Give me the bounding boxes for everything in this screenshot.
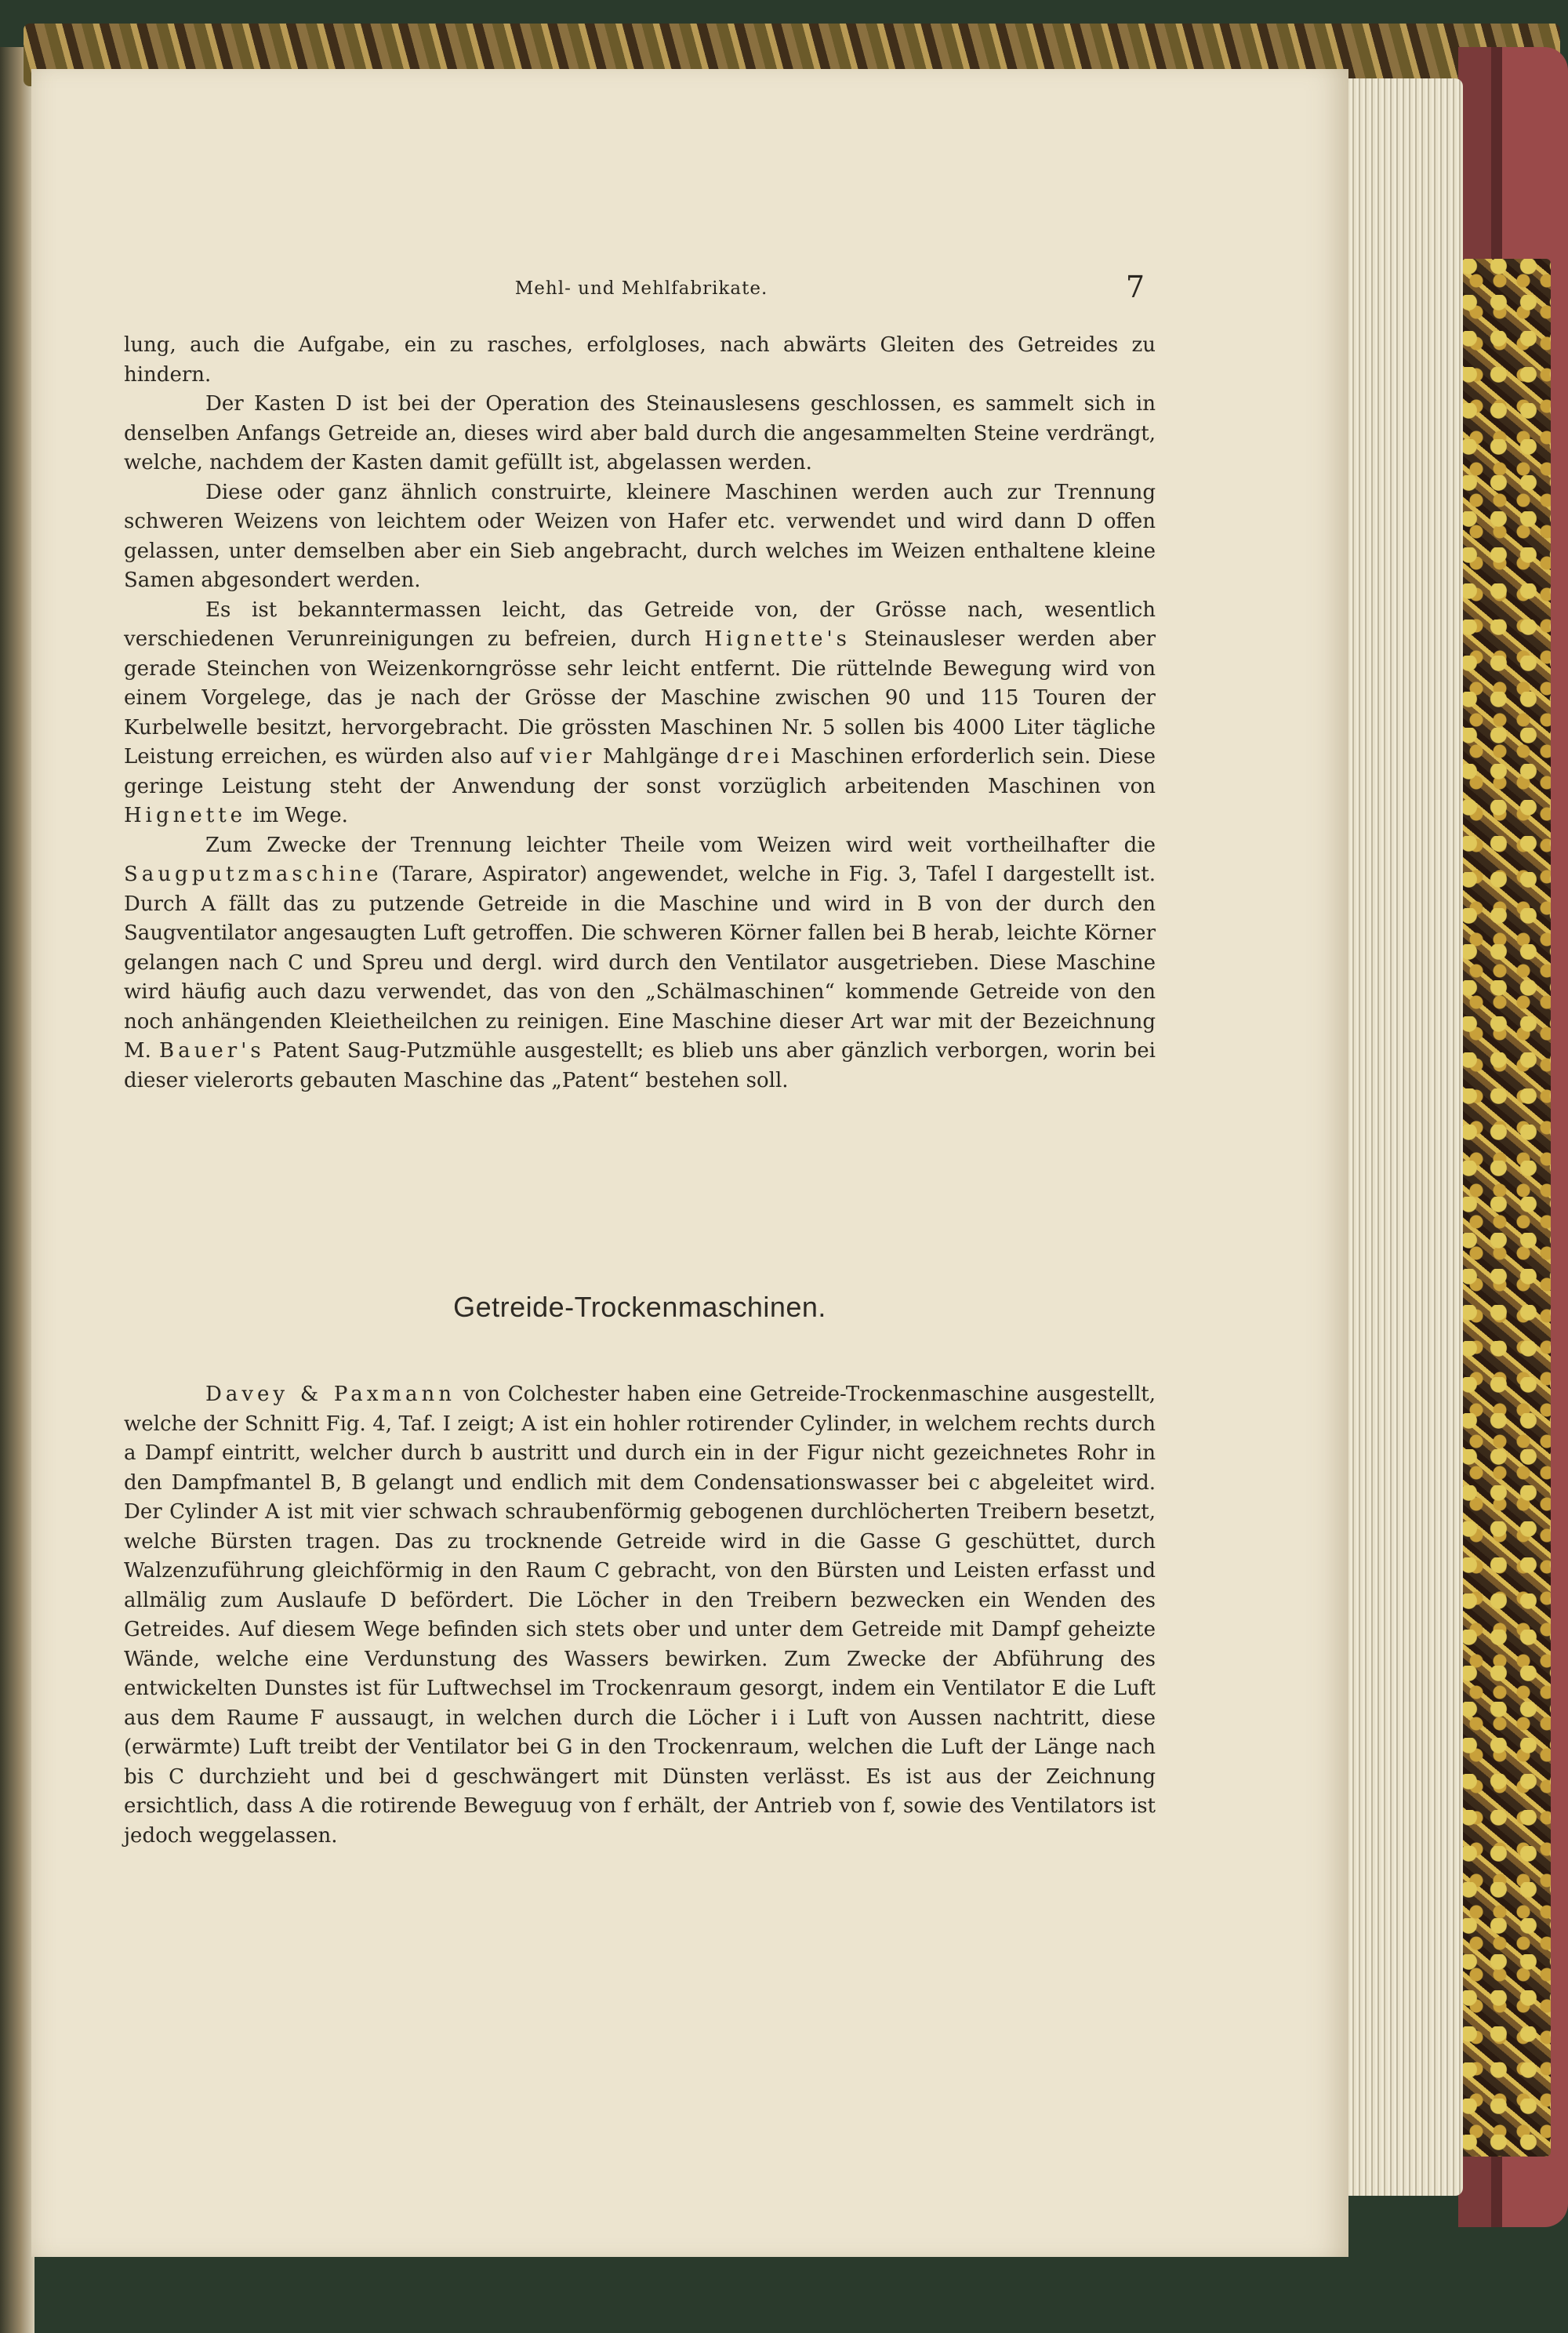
spaced-word: drei bbox=[726, 745, 784, 769]
book-spine-left bbox=[0, 47, 34, 2333]
text-run: Zum Zwecke der Trennung leichter Theile vom Weizen wird weit vortheilhafter die bbox=[205, 833, 1156, 857]
text-block-upper bbox=[124, 331, 1156, 1096]
text-run: im Wege. bbox=[246, 804, 348, 827]
text-run: Maschinen erforderlich sein. Diese geringe Leistung steht der Anwendung der sonst vorzüglich arbeitenden Maschinen von bbox=[124, 745, 1156, 798]
section-heading: Getreide-Trockenmaschinen. bbox=[453, 1291, 826, 1323]
text-run: Es ist bekanntermassen leicht, das Getreide von, der Grösse nach, wesentlich verschiedenen Verunreinigungen zu befreien, durch bbox=[124, 598, 1156, 651]
running-head bbox=[31, 265, 1348, 312]
text-run: Patent Saug-Putzmühle ausgestellt; es blieb uns aber gänzlich verborgen, worin bei dieser vielerorts gebauten Maschine das „Patent“ bestehen soll. bbox=[124, 1039, 1156, 1092]
paragraph-continuation: lung, auch die Aufgabe, ein zu rasches, erfolgloses, nach abwärts Gleiten des Getreides zu hindern. bbox=[124, 333, 1156, 387]
spaced-term: Saugputzmaschine bbox=[124, 863, 383, 886]
paragraph-kasten: Der Kasten D ist bei der Operation des Steinauslesens geschlossen, es sammelt sich in denselben Anfangs Getreide an, dieses wird aber bald durch die angesammelten Steine verdrängt, welche, nachdem der Kasten damit gefüllt ist, abgelassen werden. bbox=[124, 392, 1156, 474]
paragraph-hignette bbox=[124, 596, 1156, 831]
spaced-name: Hignette's bbox=[704, 627, 851, 651]
paragraph-maschinen: Diese oder ganz ähnlich construirte, kleinere Maschinen werden auch zur Trennung schweren Weizens von leichtem oder Weizen von Hafer etc. verwendet und wird dann D offen gelassen, unter demselben aber ein Sieb angebracht, durch welches im Weizen enthaltene kleine Samen abgesondert werden. bbox=[124, 480, 1156, 592]
text-block-lower bbox=[124, 1380, 1156, 1851]
text-run: Steinausleser werden aber gerade Steinchen von Weizenkorngrösse sehr leicht entfernt. Die rüttelnde Bewegung wird von einem Vorgelege, das je nach der Grösse der Maschine zwischen 90 und 115 Touren der Kurbelwelle besitzt, hervorgebracht. Die grössten Maschinen Nr. 5 sollen bis 4000 Liter tägliche Leistung erreichen, es würden also auf bbox=[124, 627, 1156, 769]
spaced-name: Hignette bbox=[124, 804, 247, 827]
book-page bbox=[31, 69, 1348, 2257]
text-run: (Tarare, Aspirator) angewendet, welche in Fig. 3, Tafel I dargestellt ist. Durch A fällt das zu putzende Getreide in die Maschine und wird in B von der durch den Saugventilator angesaugten Luft getroffen. Die schweren Körner fallen bei B herab, leichte Körner gelangen nach C und Spreu und dergl. wird durch den Ventilator ausgetrieben. Diese Maschine wird häufig auch dazu verwendet, das von den „Schälmaschinen“ kommende Getreide von den noch anhängenden Kleietheilchen zu reinigen. Eine Maschine dieser Art war mit der Bezeichnung M. bbox=[124, 863, 1156, 1063]
paragraph-saugputz bbox=[124, 831, 1156, 1096]
spaced-name: Bauer's bbox=[159, 1039, 265, 1063]
paragraph-davey bbox=[124, 1380, 1156, 1851]
text-run: von Colchester haben eine Getreide-Trockenmaschine ausgestellt, welche der Schnitt Fig. 4, Taf. I zeigt; A ist ein hohler rotirender Cylinder, in welchem rechts durch a Dampf eintritt, welcher durch b austritt und durch ein in der Figur nicht gezeichnetes Rohr in den Dampfmantel B, B gelangt und endlich mit dem Condensationswasser bei c abgeleitet wird. Der Cylinder A ist mit vier schwach schraubenförmig gebogenen durchlöcherten Treibern besetzt, welche Bürsten tragen. Das zu trocknende Getreide wird in die Gasse G geschüttet, durch Walzenzuführung gleichförmig in den Raum C gebracht, von den Bürsten und Leisten erfasst und allmälig zum Auslaufe D befördert. Die Löcher in den Treibern bezwecken ein Wenden des Getreides. Auf diesem Wege befinden sich stets ober und unter dem Getreide mit Dampf geheizte Wände, welche eine Verdunstung des Wassers bewirken. Zum Zwecke der Abführung des entwickelten Dunstes ist für Luftwechsel im Trockenraum gesorgt, indem ein Ventilator E die Luft aus dem Raume F aussaugt, in welchen durch die Löcher i i Luft von Aussen nachtritt, diese (erwärmte) Luft treibt der Ventilator bei G in den Trockenraum, welchen die Luft der Länge nach bis C durchzieht und bei d geschwängert mit Dünsten verlässt. Es ist aus der Zeichnung ersichtlich, dass A die rotirende Beweguug von f erhält, der Antrieb von f, sowie des Ventilators ist jedoch weggelassen. bbox=[124, 1383, 1156, 1848]
spaced-word: vier bbox=[539, 745, 596, 769]
running-title: Mehl- und Mehlfabrikate. bbox=[514, 278, 768, 299]
page-number: 7 bbox=[1125, 270, 1145, 304]
page-edges bbox=[1331, 78, 1463, 2196]
marbled-edge-right bbox=[1460, 259, 1551, 2157]
spaced-name: Davey & Paxmann bbox=[205, 1383, 456, 1406]
text-run: Mahlgänge bbox=[595, 745, 727, 769]
